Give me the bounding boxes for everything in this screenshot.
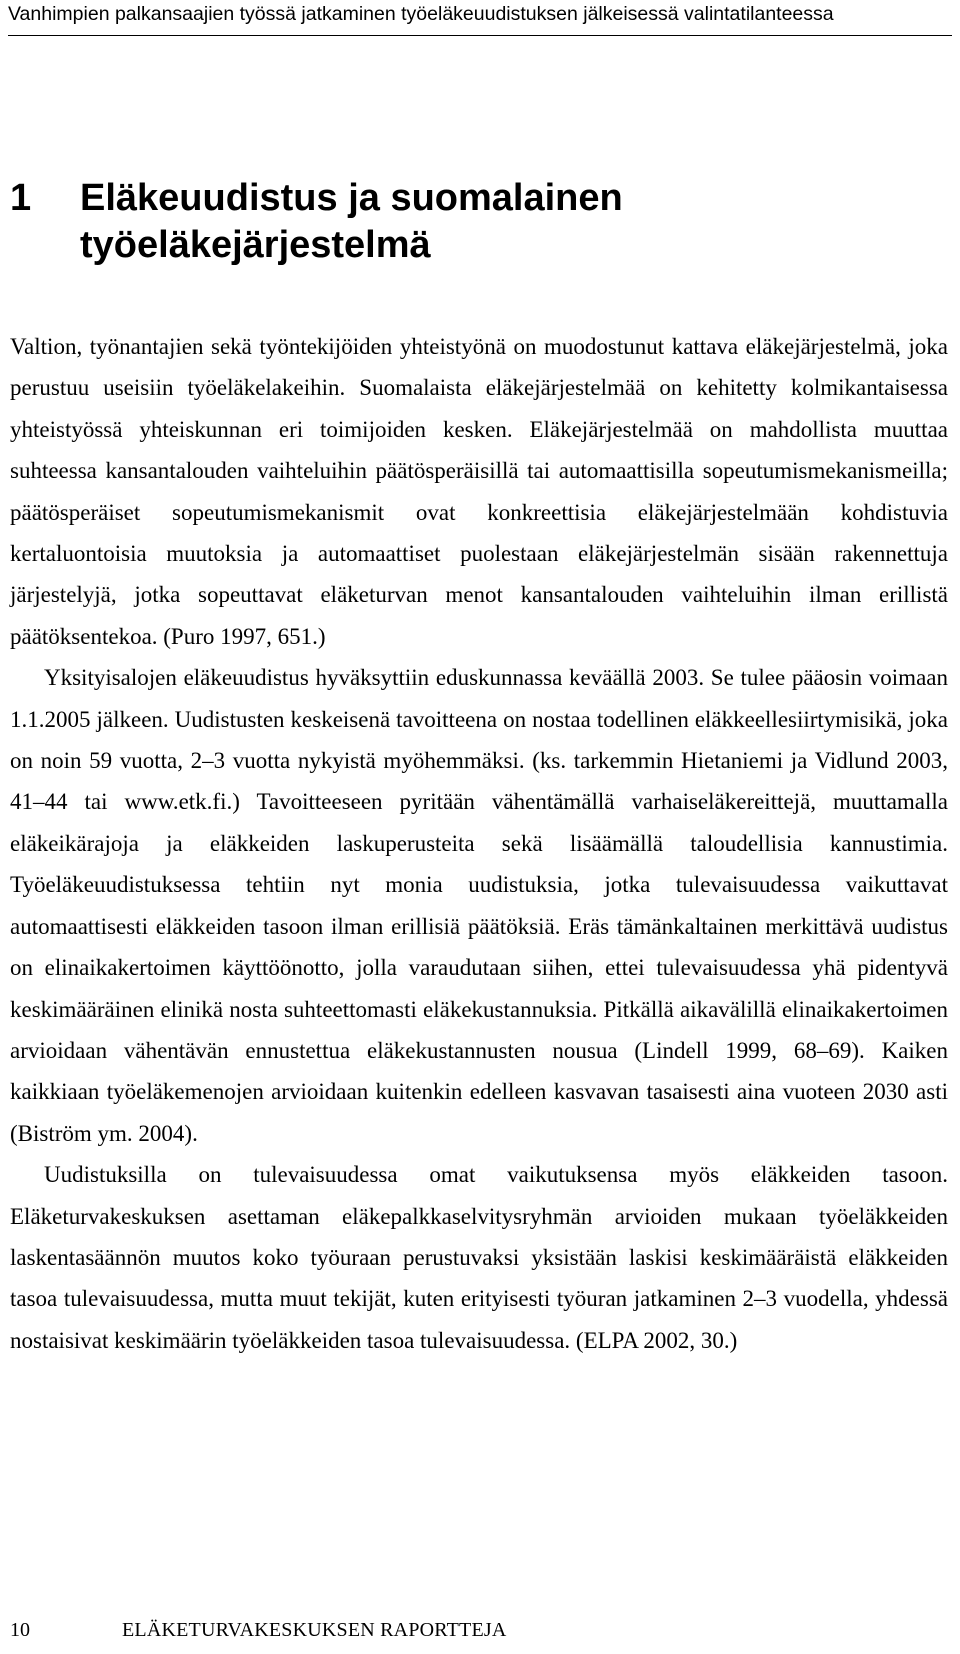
page-number: 10 [10,1619,30,1641]
chapter-heading [10,175,910,269]
running-header: Vanhimpien palkansaajien työssä jatkaminen työeläkeuudistuksen jälkeisessä valintatilanteessa [8,3,834,25]
paragraph-1: Valtion, työnantajien sekä työntekijöiden yhteistyönä on muodostunut kattava eläkejärjestelmä, joka perustuu useisiin työeläkelakeihin. Suomalaista eläkejärjestelmää on kehitetty kolmikantaisessa yhteistyössä yhteiskunnan eri toimijoiden kesken. Eläkejärjestelmää on mahdollista muuttaa suhteessa kansantalouden vaihteluihin päätösperäisillä tai automaattisilla sopeutumismekanismeilla; päätösperäiset sopeutumismekanismit ovat konkreettisia eläkejärjestelmään kohdistuvia kertaluontoisia muutoksia ja automaattiset puolestaan eläkejärjestelmän sisään rakennettuja järjestelyjä, jotka sopeuttavat eläketurvan menot kansantalouden vaihteluihin ilman erillistä päätöksentekoa. (Puro 1997, 651.) [10,334,948,649]
paragraph-3: Uudistuksilla on tulevaisuudessa omat vaikutuksensa myös eläkkeiden tasoon. Eläketurvakeskuksen asettaman eläkepalkkaselvitysryhmän arvioiden mukaan työeläkkeiden laskentasäännön muutos koko työuraan perustuvaksi yksistään laskisi keskimääräistä eläkkeiden tasoa tulevaisuudessa, mutta muut tekijät, kuten erityisesti työuran jatkaminen 2–3 vuodella, yhdessä nostaisivat keskimäärin työeläkkeiden tasoa tulevaisuudessa. (ELPA 2002, 30.) [10,1162,948,1353]
chapter-title [80,175,910,269]
page-footer [10,1618,910,1642]
chapter-title-line-1: Eläkeuudistus ja suomalainen [80,177,623,219]
chapter-number: 1 [10,177,32,219]
series-title: ELÄKETURVAKESKUKSEN RAPORTTEJA [122,1619,507,1641]
body-text [10,326,948,1361]
header-rule [8,35,952,36]
paragraph-2: Yksityisalojen eläkeuudistus hyväksyttiin eduskunnassa keväällä 2003. Se tulee pääosin voimaan 1.1.2005 jälkeen. Uudistusten keskeisenä tavoitteena on nostaa todellinen eläkkeellesiirtymisikä, joka on noin 59 vuotta, 2–3 vuotta nykyistä myöhemmäksi. (ks. tarkemmin Hietaniemi ja Vidlund 2003, 41–44 tai www.etk.fi.) Tavoitteeseen pyritään vähentämällä varhaiseläkereittejä, muuttamalla eläkeikärajoja ja eläkkeiden laskuperusteita sekä lisäämällä taloudellisia kannustimia. Työeläkeuudistuksessa tehtiin nyt monia uudistuksia, jotka tulevaisuudessa vaikuttavat automaattisesti eläkkeiden tasoon ilman erillisiä päätöksiä. Eräs tämänkaltainen merkittävä uudistus on elinaikakertoimen käyttöönotto, jolla varaudutaan siihen, ettei tulevaisuudessa yhä pidentyvä keskimääräinen elinikä nosta suhteettomasti eläkekustannuksia. Pitkällä aikavälillä elinaikakertoimen arvioidaan vähentävän ennustettua eläkekustannusten nousua (Lindell 1999, 68–69). Kaiken kaikkiaan työeläkemenojen arvioidaan kuitenkin edelleen kasvavan tasaisesti aina vuoteen 2030 asti (Biström ym. 2004). [10,665,948,1146]
chapter-title-line-2: työeläkejärjestelmä [80,224,431,266]
